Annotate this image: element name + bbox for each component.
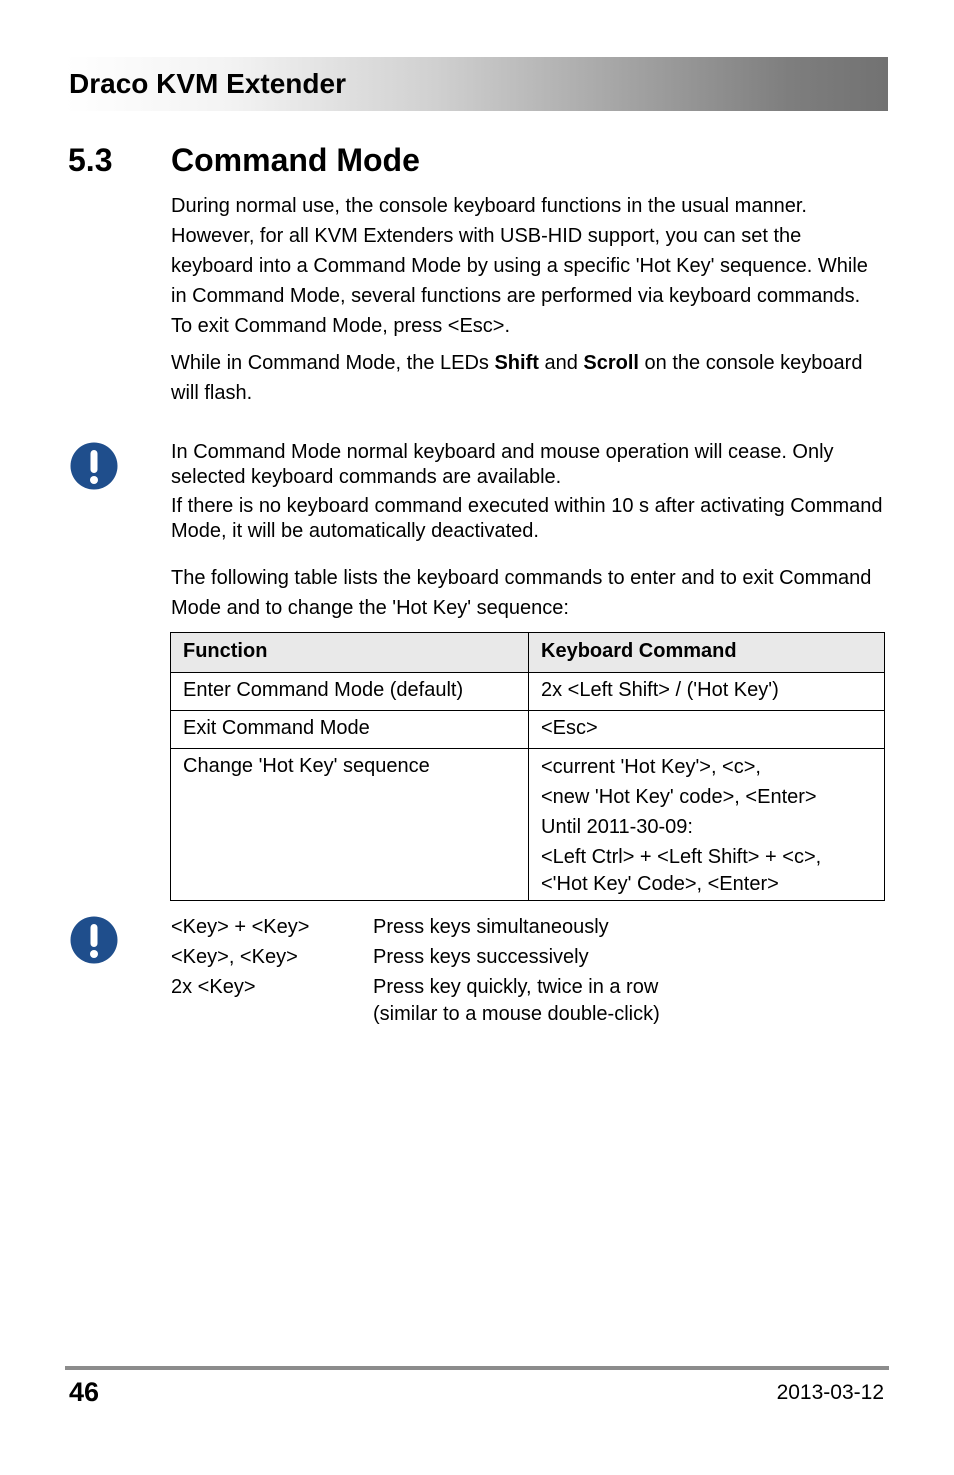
- command-line: <current 'Hot Key'>, <c>,: [541, 756, 761, 778]
- legend-key: <Key>, <Key>: [171, 946, 298, 968]
- led-text-start: While in Command Mode, the LEDs: [171, 352, 495, 374]
- function-cell: Change 'Hot Key' sequence: [171, 749, 529, 901]
- section-number: 5.3: [68, 142, 113, 178]
- intro-paragraph: During normal use, the console keyboard functions in the usual manner. However, for all KVM Extenders with USB-HID support, you can set the keyboard into a Command Mode by using a specific 'Hot Key' sequence. While in Command Mode, several functions are performed via keyboard commands. To exit Command Mode, press <Esc>.: [171, 195, 868, 337]
- command-line: <new 'Hot Key' code>, <Enter>: [541, 786, 817, 808]
- legend-description-line: Press key quickly, twice in a row: [373, 976, 659, 998]
- command-line: Until 2011-30-09:: [541, 816, 693, 838]
- command-line: <Left Ctrl> + <Left Shift> + <c>,: [541, 846, 822, 868]
- table-row: [171, 711, 885, 749]
- footer-date: 2013-03-12: [776, 1381, 884, 1404]
- led-text-mid: and: [538, 352, 584, 374]
- exclamation-icon: [70, 916, 118, 964]
- command-cell: 2x <Left Shift> / ('Hot Key'): [529, 673, 885, 711]
- function-cell: Enter Command Mode (default): [171, 673, 529, 711]
- legend-description-line: (similar to a mouse double-click): [373, 1003, 660, 1025]
- legend-description: Press keys successively: [373, 946, 589, 968]
- table-row: [171, 673, 885, 711]
- keyboard-command-table: [170, 632, 885, 901]
- header-bar: [65, 57, 888, 111]
- led-paragraph: [171, 348, 883, 408]
- section-title: Command Mode: [171, 142, 420, 178]
- legend-description: [373, 972, 660, 1027]
- command-line: <'Hot Key' Code>, <Enter>: [541, 873, 779, 895]
- led-text-end: on the console keyboard will flash.: [171, 352, 863, 404]
- exclamation-icon: [70, 442, 118, 490]
- table-intro: The following table lists the keyboard commands to enter and to exit Command Mode and to change the 'Hot Key' sequence:: [171, 567, 872, 619]
- table-header-row: [171, 633, 885, 673]
- command-mode-note: [171, 440, 883, 544]
- column-header-function: Function: [171, 633, 529, 673]
- legend-description: Press keys simultaneously: [373, 916, 609, 938]
- note-line: In Command Mode normal keyboard and mouse operation will cease. Only selected keyboard commands are available.: [171, 441, 834, 488]
- table-row: [171, 749, 885, 901]
- column-header-keyboard-command: Keyboard Command: [529, 633, 885, 673]
- command-cell: [529, 749, 885, 901]
- legend-key: 2x <Key>: [171, 976, 256, 998]
- document-title: Draco KVM Extender: [69, 68, 346, 99]
- footer-divider: [65, 1366, 889, 1370]
- command-cell: <Esc>: [529, 711, 885, 749]
- function-cell: Exit Command Mode: [171, 711, 529, 749]
- scroll-led-label: Scroll: [583, 352, 639, 374]
- legend-key: <Key> + <Key>: [171, 916, 310, 938]
- shift-led-label: Shift: [494, 352, 539, 374]
- note-line: If there is no keyboard command executed within 10 s after activating Command Mode, it will be automatically deactivated.: [171, 495, 883, 542]
- page-number: 46: [69, 1377, 100, 1407]
